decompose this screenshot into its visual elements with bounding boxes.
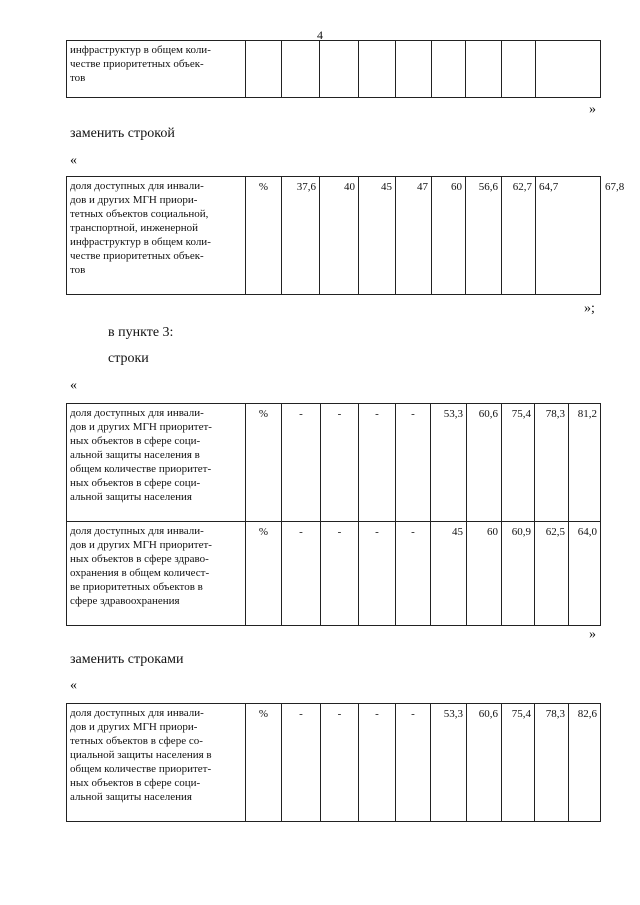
value-cell: 60 bbox=[467, 522, 502, 626]
value-cell: 60,6 bbox=[467, 704, 502, 822]
value-cell: 60,6 bbox=[467, 404, 502, 522]
rows-label-text: строки bbox=[108, 351, 149, 366]
table-fragment-old bbox=[66, 40, 601, 98]
replace-with-rows-text: заменить строками bbox=[70, 652, 184, 667]
value-cell: 62,7 bbox=[502, 177, 536, 295]
cell bbox=[320, 41, 359, 98]
value-cell: 56,6 bbox=[466, 177, 502, 295]
cell bbox=[359, 41, 396, 98]
value-cell: - bbox=[359, 522, 396, 626]
value-cell: 75,4 bbox=[502, 704, 535, 822]
unit-cell: % bbox=[246, 704, 282, 822]
unit-cell: % bbox=[246, 404, 282, 522]
value-cell: 64,7 bbox=[536, 177, 601, 295]
value-cell: 47 bbox=[396, 177, 432, 295]
open-quote: « bbox=[70, 678, 77, 693]
cell bbox=[536, 41, 601, 98]
value-cell: - bbox=[321, 404, 359, 522]
value-cell: 53,3 bbox=[431, 704, 467, 822]
indicator-description: доля доступных для инвали- дов и других МГН приоритет- ных объектов в сфере соци- альной защиты населения в общем количестве приоритет- ных объектов в сфере соци- альной защиты населения bbox=[67, 404, 246, 522]
table-new-rows bbox=[66, 703, 601, 822]
cell bbox=[282, 41, 320, 98]
value-cell: 45 bbox=[431, 522, 467, 626]
cell bbox=[246, 41, 282, 98]
close-quote: » bbox=[589, 102, 596, 117]
value-cell: 75,4 bbox=[502, 404, 535, 522]
replace-with-row-text: заменить строкой bbox=[70, 126, 175, 141]
unit-cell: % bbox=[246, 177, 282, 295]
value-cell: - bbox=[282, 404, 321, 522]
value-cell: 53,3 bbox=[431, 404, 467, 522]
value-cell: 40 bbox=[320, 177, 359, 295]
value-cell: - bbox=[282, 522, 321, 626]
value-cell: - bbox=[396, 404, 431, 522]
value-cell: - bbox=[396, 704, 431, 822]
table-old-rows bbox=[66, 403, 601, 626]
value-cell: 82,6 bbox=[569, 704, 601, 822]
value-cell: 45 bbox=[359, 177, 396, 295]
indicator-description: инфраструктур в общем коли- честве приоритетных объек- тов bbox=[67, 41, 246, 98]
table-replacement-row: доля доступных для инвали- дов и других МГН приори- тетных объектов социальной, транспортной, инженерной инфраструктур в общем коли- честве приоритетных объек- тов % 37,6 40 45 47 60 56,6 62,7 64,7 67,8 bbox=[66, 176, 601, 295]
unit-cell: % bbox=[246, 522, 282, 626]
value-cell: - bbox=[359, 404, 396, 522]
indicator-description: доля доступных для инвали- дов и других МГН приори- тетных объектов социальной, транспортной, инженерной инфраструктур в общем коли- честве приоритетных объек- тов bbox=[67, 177, 246, 295]
value-cell: 60,9 bbox=[502, 522, 535, 626]
value-cell: - bbox=[321, 522, 359, 626]
value-cell: - bbox=[396, 522, 431, 626]
value-cell: - bbox=[359, 704, 396, 822]
value-cell: 64,0 bbox=[569, 522, 601, 626]
page-number: 4 bbox=[317, 28, 323, 42]
value-cell: 81,2 bbox=[569, 404, 601, 522]
indicator-description: доля доступных для инвали- дов и других МГН приоритет- ных объектов в сфере здраво- охранения в общем количест- ве приоритетных объектов в сфере здравоохранения bbox=[67, 522, 246, 626]
cell bbox=[502, 41, 536, 98]
open-quote: « bbox=[70, 378, 77, 393]
close-quote: » bbox=[589, 627, 596, 642]
cell bbox=[466, 41, 502, 98]
in-point-text: в пункте 3: bbox=[108, 325, 174, 340]
cell bbox=[432, 41, 466, 98]
indicator-description: доля доступных для инвали- дов и других МГН приори- тетных объектов в сфере со- циальной защиты населения в общем количестве приоритет- ных объектов в сфере соци- альной защиты населения bbox=[67, 704, 246, 822]
value-cell: 78,3 bbox=[535, 404, 569, 522]
value-cell: - bbox=[321, 704, 359, 822]
value-cell: 60 bbox=[432, 177, 466, 295]
close-quote: »; bbox=[584, 301, 595, 316]
value-cell: 37,6 bbox=[282, 177, 320, 295]
value-cell: 78,3 bbox=[535, 704, 569, 822]
open-quote: « bbox=[70, 153, 77, 168]
value-cell: 62,5 bbox=[535, 522, 569, 626]
value-cell: - bbox=[282, 704, 321, 822]
cell bbox=[396, 41, 432, 98]
